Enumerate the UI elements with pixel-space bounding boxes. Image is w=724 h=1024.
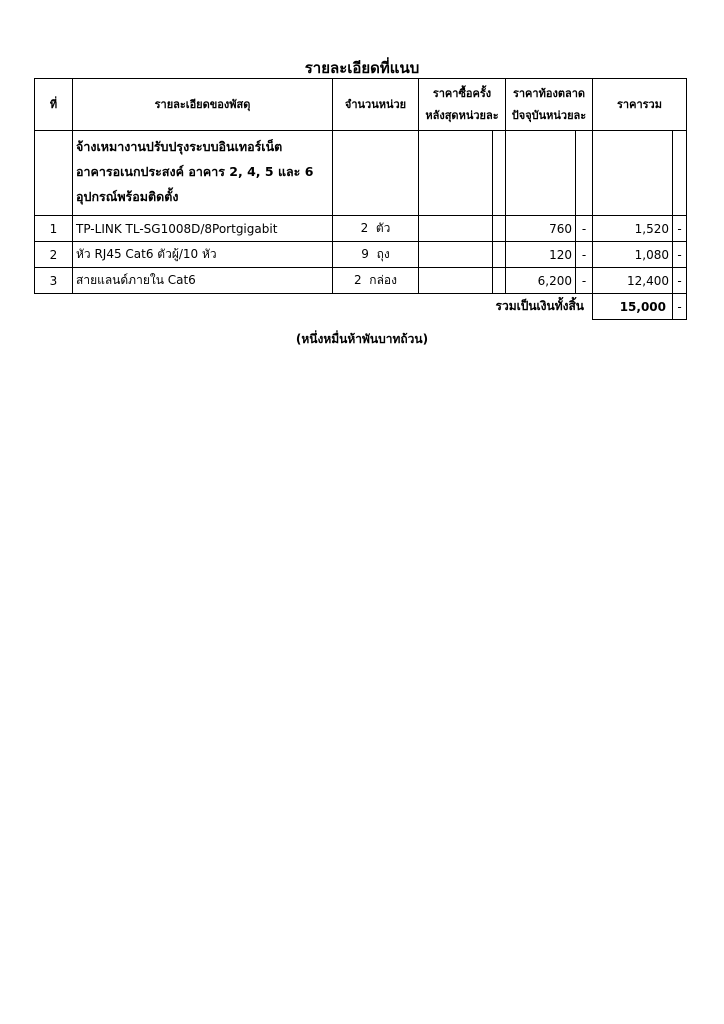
item-no: 3 [35,268,73,294]
grand-total-row [35,294,687,320]
section-line-2: อาคารอเนกประสงค์ อาคาร 2, 4, 5 และ 6 [76,164,314,179]
grand-total-label: รวมเป็นเงินทั้งสิ้น [495,299,584,314]
table-row [35,242,687,268]
item-unit: ถุง [376,247,390,261]
grand-total-dash: - [673,294,687,320]
item-qty: 9 [361,247,369,261]
item-qty: 2 [360,221,369,235]
item-price-dash: - [576,268,593,294]
header-last-price-line2: หลังสุดหน่วยละ [425,108,499,122]
item-market-price: 760 [506,216,576,242]
item-market-price: 120 [506,242,576,268]
page-title: รายละเอียดที่แนบ [304,59,420,77]
header-market-price-line2: ปัจจุบันหน่วยละ [511,108,587,122]
item-total-dash: - [673,242,687,268]
header-no: ที่ [35,79,73,131]
item-price-dash: - [576,242,593,268]
section-row [35,131,687,216]
item-qty: 2 [354,273,362,287]
item-unit: ตัว [375,221,391,235]
header-last-price [419,79,506,131]
item-quantity [333,242,419,268]
item-total: 12,400 [593,268,673,294]
item-description: TP-LINK TL-SG1008D/8Portgigabit [73,216,333,242]
header-last-price-line1: ราคาซื้อครั้ง [432,86,492,100]
item-quantity [333,268,419,294]
header-quantity: จำนวนหน่วย [333,79,419,131]
item-market-price: 6,200 [506,268,576,294]
section-line-3: อุปกรณ์พร้อมติดตั้ง [76,189,179,204]
item-no: 2 [35,242,73,268]
item-total: 1,080 [593,242,673,268]
item-no: 1 [35,216,73,242]
table-row [35,216,687,242]
item-quantity [333,216,419,242]
item-price-dash: - [576,216,593,242]
item-total-dash: - [673,216,687,242]
table-header-row [35,79,687,131]
item-description: สายแลนด์ภายใน Cat6 [73,268,333,294]
table-row [35,268,687,294]
section-line-1: จ้างเหมางานปรับปรุงระบบอินเทอร์เน็ต [76,139,283,154]
items-table [34,78,687,320]
item-description: หัว RJ45 Cat6 ตัวผู้/10 หัว [73,242,333,268]
header-total: ราคารวม [593,79,687,131]
header-market-price [506,79,593,131]
item-total: 1,520 [593,216,673,242]
grand-total-amount: 15,000 [593,294,673,320]
header-market-price-line1: ราคาท้องตลาด [512,86,586,100]
header-description: รายละเอียดของพัสดุ [73,79,333,131]
section-description [73,131,333,216]
item-unit: กล่อง [369,273,397,287]
amount-in-words: (หนึ่งหมื่นห้าพันบาทถ้วน) [295,332,429,346]
item-total-dash: - [673,268,687,294]
